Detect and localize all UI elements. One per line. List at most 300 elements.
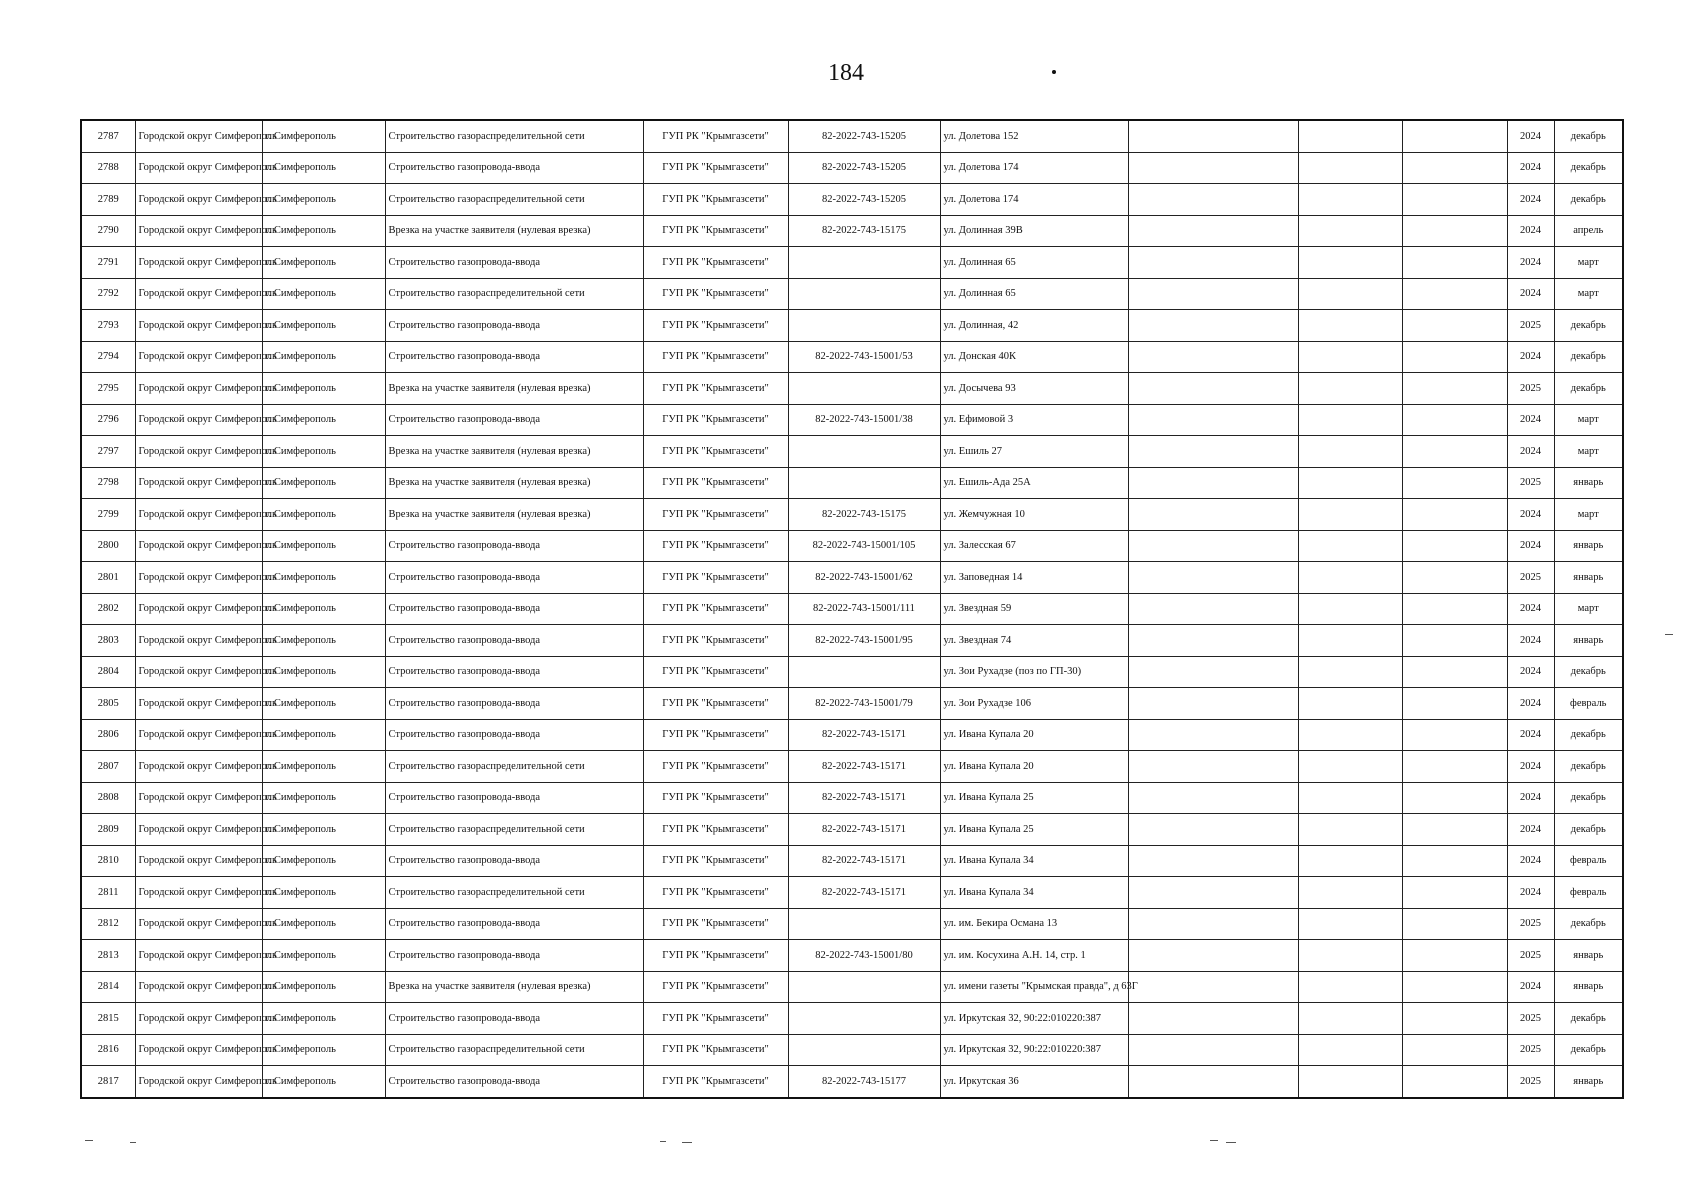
row-number: 2788 [81,152,135,184]
year-cell: 2024 [1507,814,1554,846]
district-cell: Городской округ Симферополь [135,814,262,846]
work-type-cell: Строительство газораспределительной сети [385,278,643,310]
organization-cell: ГУП РК "Крымгазсети" [643,908,788,940]
register-rows [81,120,1623,1098]
code-cell: 82-2022-743-15001/95 [788,625,940,657]
empty-cell [1298,436,1402,468]
empty-cell [1128,310,1298,342]
address-cell: ул. Ефимовой 3 [940,404,1128,436]
address-cell: ул. Долинная 39В [940,215,1128,247]
code-cell: 82-2022-743-15001/79 [788,688,940,720]
table-row [81,215,1623,247]
row-number: 2793 [81,310,135,342]
organization-cell: ГУП РК "Крымгазсети" [643,751,788,783]
address-cell: ул. имени газеты "Крымская правда", д 63Г [940,971,1128,1003]
month-cell: март [1554,278,1623,310]
row-number: 2797 [81,436,135,468]
code-cell [788,1003,940,1035]
empty-cell [1128,215,1298,247]
code-cell: 82-2022-743-15171 [788,782,940,814]
district-cell: Городской округ Симферополь [135,278,262,310]
district-cell: Городской округ Симферополь [135,120,262,152]
address-cell: ул. им. Бекира Османа 13 [940,908,1128,940]
organization-cell: ГУП РК "Крымгазсети" [643,530,788,562]
city-cell: г. Симферополь [262,215,385,247]
year-cell: 2024 [1507,656,1554,688]
address-cell: ул. Ешиль-Ада 25А [940,467,1128,499]
table-row [81,845,1623,877]
year-cell: 2024 [1507,278,1554,310]
table-row [81,310,1623,342]
city-cell: г. Симферополь [262,247,385,279]
code-cell: 82-2022-743-15205 [788,120,940,152]
organization-cell: ГУП РК "Крымгазсети" [643,940,788,972]
work-type-cell: Строительство газопровода-ввода [385,845,643,877]
work-type-cell: Строительство газопровода-ввода [385,593,643,625]
work-type-cell: Строительство газопровода-ввода [385,940,643,972]
table-row [81,499,1623,531]
empty-cell [1402,247,1507,279]
district-cell: Городской округ Симферополь [135,908,262,940]
empty-cell [1298,341,1402,373]
code-cell: 82-2022-743-15171 [788,751,940,783]
work-type-cell: Врезка на участке заявителя (нулевая врезка) [385,971,643,1003]
organization-cell: ГУП РК "Крымгазсети" [643,1066,788,1098]
city-cell: г. Симферополь [262,625,385,657]
code-cell: 82-2022-743-15175 [788,215,940,247]
organization-cell: ГУП РК "Крымгазсети" [643,1003,788,1035]
register-table [80,119,1624,1099]
city-cell: г. Симферополь [262,467,385,499]
work-type-cell: Врезка на участке заявителя (нулевая врезка) [385,467,643,499]
city-cell: г. Симферополь [262,120,385,152]
empty-cell [1298,1066,1402,1098]
empty-cell [1298,562,1402,594]
table-row [81,436,1623,468]
organization-cell: ГУП РК "Крымгазсети" [643,845,788,877]
work-type-cell: Строительство газопровода-ввода [385,908,643,940]
empty-cell [1128,845,1298,877]
month-cell: март [1554,247,1623,279]
address-cell: ул. Залесская 67 [940,530,1128,562]
scan-mark [130,1142,136,1143]
empty-cell [1402,877,1507,909]
organization-cell: ГУП РК "Крымгазсети" [643,467,788,499]
work-type-cell: Строительство газораспределительной сети [385,877,643,909]
year-cell: 2025 [1507,562,1554,594]
empty-cell [1402,688,1507,720]
district-cell: Городской округ Симферополь [135,940,262,972]
empty-cell [1128,940,1298,972]
month-cell: декабрь [1554,814,1623,846]
table-row [81,184,1623,216]
empty-cell [1402,908,1507,940]
row-number: 2816 [81,1034,135,1066]
empty-cell [1298,845,1402,877]
row-number: 2803 [81,625,135,657]
empty-cell [1298,184,1402,216]
city-cell: г. Симферополь [262,373,385,405]
empty-cell [1128,782,1298,814]
district-cell: Городской округ Симферополь [135,467,262,499]
table-row [81,247,1623,279]
city-cell: г. Симферополь [262,184,385,216]
year-cell: 2024 [1507,152,1554,184]
district-cell: Городской округ Симферополь [135,593,262,625]
year-cell: 2024 [1507,845,1554,877]
district-cell: Городской округ Симферополь [135,310,262,342]
empty-cell [1402,310,1507,342]
district-cell: Городской округ Симферополь [135,152,262,184]
table-row [81,120,1623,152]
city-cell: г. Симферополь [262,1066,385,1098]
empty-cell [1128,499,1298,531]
address-cell: ул. Долинная 65 [940,278,1128,310]
month-cell: март [1554,593,1623,625]
work-type-cell: Врезка на участке заявителя (нулевая врезка) [385,215,643,247]
district-cell: Городской округ Симферополь [135,971,262,1003]
year-cell: 2025 [1507,1066,1554,1098]
district-cell: Городской округ Симферополь [135,373,262,405]
month-cell: февраль [1554,688,1623,720]
row-number: 2801 [81,562,135,594]
scan-mark [85,1140,93,1141]
organization-cell: ГУП РК "Крымгазсети" [643,877,788,909]
address-cell: ул. Донская 40К [940,341,1128,373]
district-cell: Городской округ Симферополь [135,436,262,468]
table-row [81,562,1623,594]
month-cell: декабрь [1554,310,1623,342]
address-cell: ул. Долетова 174 [940,184,1128,216]
work-type-cell: Строительство газопровода-ввода [385,341,643,373]
empty-cell [1128,120,1298,152]
month-cell: январь [1554,467,1623,499]
row-number: 2817 [81,1066,135,1098]
empty-cell [1128,404,1298,436]
scan-mark [1665,634,1673,635]
scan-dot [1052,70,1056,74]
district-cell: Городской округ Симферополь [135,688,262,720]
address-cell: ул. Звездная 74 [940,625,1128,657]
row-number: 2794 [81,341,135,373]
empty-cell [1402,1034,1507,1066]
work-type-cell: Строительство газораспределительной сети [385,1034,643,1066]
district-cell: Городской округ Симферополь [135,562,262,594]
address-cell: ул. Ивана Купала 34 [940,877,1128,909]
city-cell: г. Симферополь [262,404,385,436]
work-type-cell: Строительство газопровода-ввода [385,562,643,594]
work-type-cell: Строительство газопровода-ввода [385,1003,643,1035]
empty-cell [1128,751,1298,783]
empty-cell [1402,593,1507,625]
row-number: 2798 [81,467,135,499]
address-cell: ул. Иркутская 32, 90:22:010220:387 [940,1003,1128,1035]
month-cell: декабрь [1554,184,1623,216]
empty-cell [1128,1034,1298,1066]
month-cell: декабрь [1554,152,1623,184]
district-cell: Городской округ Симферополь [135,656,262,688]
work-type-cell: Строительство газопровода-ввода [385,404,643,436]
empty-cell [1298,782,1402,814]
code-cell [788,908,940,940]
code-cell: 82-2022-743-15171 [788,877,940,909]
address-cell: ул. Долетова 152 [940,120,1128,152]
empty-cell [1298,120,1402,152]
city-cell: г. Симферополь [262,593,385,625]
empty-cell [1298,688,1402,720]
code-cell [788,971,940,1003]
page-number: 184 [828,60,864,86]
year-cell: 2025 [1507,940,1554,972]
address-cell: ул. Ивана Купала 25 [940,782,1128,814]
empty-cell [1128,152,1298,184]
work-type-cell: Строительство газораспределительной сети [385,751,643,783]
code-cell: 82-2022-743-15001/38 [788,404,940,436]
year-cell: 2024 [1507,530,1554,562]
address-cell: ул. Ивана Купала 20 [940,751,1128,783]
city-cell: г. Симферополь [262,1034,385,1066]
organization-cell: ГУП РК "Крымгазсети" [643,688,788,720]
month-cell: февраль [1554,845,1623,877]
work-type-cell: Строительство газопровода-ввода [385,782,643,814]
code-cell: 82-2022-743-15171 [788,719,940,751]
table-row [81,625,1623,657]
empty-cell [1128,1066,1298,1098]
city-cell: г. Симферополь [262,656,385,688]
code-cell: 82-2022-743-15001/53 [788,341,940,373]
empty-cell [1298,593,1402,625]
city-cell: г. Симферополь [262,278,385,310]
row-number: 2799 [81,499,135,531]
empty-cell [1298,971,1402,1003]
work-type-cell: Строительство газопровода-ввода [385,247,643,279]
organization-cell: ГУП РК "Крымгазсети" [643,404,788,436]
empty-cell [1298,215,1402,247]
organization-cell: ГУП РК "Крымгазсети" [643,499,788,531]
year-cell: 2024 [1507,782,1554,814]
district-cell: Городской округ Симферополь [135,341,262,373]
work-type-cell: Строительство газораспределительной сети [385,120,643,152]
code-cell: 82-2022-743-15001/62 [788,562,940,594]
district-cell: Городской округ Симферополь [135,1034,262,1066]
address-cell: ул. Ивана Купала 25 [940,814,1128,846]
empty-cell [1402,499,1507,531]
work-type-cell: Строительство газораспределительной сети [385,814,643,846]
month-cell: январь [1554,562,1623,594]
empty-cell [1298,908,1402,940]
empty-cell [1128,247,1298,279]
empty-cell [1298,625,1402,657]
table-row [81,940,1623,972]
row-number: 2802 [81,593,135,625]
code-cell: 82-2022-743-15001/111 [788,593,940,625]
work-type-cell: Врезка на участке заявителя (нулевая врезка) [385,436,643,468]
code-cell [788,656,940,688]
work-type-cell: Строительство газопровода-ввода [385,530,643,562]
work-type-cell: Строительство газопровода-ввода [385,688,643,720]
empty-cell [1298,530,1402,562]
year-cell: 2024 [1507,971,1554,1003]
work-type-cell: Врезка на участке заявителя (нулевая врезка) [385,373,643,405]
empty-cell [1298,940,1402,972]
code-cell: 82-2022-743-15001/80 [788,940,940,972]
organization-cell: ГУП РК "Крымгазсети" [643,341,788,373]
table-row [81,1066,1623,1098]
table-row [81,593,1623,625]
work-type-cell: Строительство газопровода-ввода [385,310,643,342]
table-row [81,719,1623,751]
empty-cell [1298,719,1402,751]
row-number: 2796 [81,404,135,436]
year-cell: 2024 [1507,215,1554,247]
organization-cell: ГУП РК "Крымгазсети" [643,184,788,216]
table-row [81,404,1623,436]
address-cell: ул. Ивана Купала 34 [940,845,1128,877]
year-cell: 2024 [1507,877,1554,909]
organization-cell: ГУП РК "Крымгазсети" [643,120,788,152]
month-cell: декабрь [1554,373,1623,405]
month-cell: декабрь [1554,908,1623,940]
row-number: 2812 [81,908,135,940]
address-cell: ул. Ивана Купала 20 [940,719,1128,751]
city-cell: г. Симферополь [262,751,385,783]
row-number: 2807 [81,751,135,783]
work-type-cell: Строительство газопровода-ввода [385,1066,643,1098]
empty-cell [1402,562,1507,594]
empty-cell [1402,1003,1507,1035]
organization-cell: ГУП РК "Крымгазсети" [643,625,788,657]
empty-cell [1298,467,1402,499]
table-row [81,782,1623,814]
organization-cell: ГУП РК "Крымгазсети" [643,247,788,279]
table-row [81,1034,1623,1066]
organization-cell: ГУП РК "Крымгазсети" [643,152,788,184]
empty-cell [1128,688,1298,720]
row-number: 2792 [81,278,135,310]
empty-cell [1402,184,1507,216]
city-cell: г. Симферополь [262,1003,385,1035]
empty-cell [1402,656,1507,688]
row-number: 2789 [81,184,135,216]
month-cell: декабрь [1554,341,1623,373]
city-cell: г. Симферополь [262,971,385,1003]
city-cell: г. Симферополь [262,940,385,972]
organization-cell: ГУП РК "Крымгазсети" [643,814,788,846]
city-cell: г. Симферополь [262,341,385,373]
empty-cell [1128,530,1298,562]
address-cell: ул. Иркутская 36 [940,1066,1128,1098]
empty-cell [1298,814,1402,846]
empty-cell [1402,215,1507,247]
year-cell: 2024 [1507,688,1554,720]
scan-mark [1226,1142,1236,1143]
table-row [81,908,1623,940]
empty-cell [1402,719,1507,751]
code-cell [788,373,940,405]
city-cell: г. Симферополь [262,814,385,846]
year-cell: 2024 [1507,719,1554,751]
empty-cell [1128,877,1298,909]
empty-cell [1402,341,1507,373]
address-cell: ул. Зои Рухадзе (поз по ГП-30) [940,656,1128,688]
code-cell: 82-2022-743-15175 [788,499,940,531]
row-number: 2809 [81,814,135,846]
empty-cell [1402,782,1507,814]
year-cell: 2024 [1507,625,1554,657]
district-cell: Городской округ Симферополь [135,625,262,657]
empty-cell [1402,404,1507,436]
year-cell: 2025 [1507,1003,1554,1035]
row-number: 2787 [81,120,135,152]
month-cell: апрель [1554,215,1623,247]
district-cell: Городской округ Симферополь [135,530,262,562]
month-cell: декабрь [1554,782,1623,814]
year-cell: 2024 [1507,499,1554,531]
year-cell: 2025 [1507,310,1554,342]
empty-cell [1128,656,1298,688]
district-cell: Городской округ Симферополь [135,184,262,216]
empty-cell [1128,593,1298,625]
empty-cell [1402,120,1507,152]
city-cell: г. Симферополь [262,436,385,468]
district-cell: Городской округ Симферополь [135,782,262,814]
address-cell: ул. Жемчужная 10 [940,499,1128,531]
empty-cell [1128,814,1298,846]
city-cell: г. Симферополь [262,908,385,940]
table-row [81,751,1623,783]
year-cell: 2024 [1507,120,1554,152]
empty-cell [1402,845,1507,877]
empty-cell [1128,341,1298,373]
row-number: 2795 [81,373,135,405]
work-type-cell: Строительство газопровода-ввода [385,719,643,751]
organization-cell: ГУП РК "Крымгазсети" [643,782,788,814]
address-cell: ул. Долетова 174 [940,152,1128,184]
organization-cell: ГУП РК "Крымгазсети" [643,278,788,310]
city-cell: г. Симферополь [262,688,385,720]
table-row [81,152,1623,184]
empty-cell [1128,436,1298,468]
scan-mark [682,1142,692,1143]
empty-cell [1402,467,1507,499]
district-cell: Городской округ Симферополь [135,1003,262,1035]
row-number: 2806 [81,719,135,751]
empty-cell [1402,625,1507,657]
district-cell: Городской округ Симферополь [135,845,262,877]
city-cell: г. Симферополь [262,152,385,184]
address-cell: ул. Зои Рухадзе 106 [940,688,1128,720]
empty-cell [1128,1003,1298,1035]
table-row [81,877,1623,909]
code-cell: 82-2022-743-15205 [788,152,940,184]
month-cell: март [1554,499,1623,531]
address-cell: ул. Ешиль 27 [940,436,1128,468]
address-cell: ул. Долинная, 42 [940,310,1128,342]
empty-cell [1402,373,1507,405]
code-cell [788,436,940,468]
table-row [81,278,1623,310]
empty-cell [1298,152,1402,184]
month-cell: март [1554,404,1623,436]
city-cell: г. Симферополь [262,499,385,531]
month-cell: декабрь [1554,719,1623,751]
work-type-cell: Строительство газораспределительной сети [385,184,643,216]
work-type-cell: Строительство газопровода-ввода [385,625,643,657]
empty-cell [1298,656,1402,688]
row-number: 2814 [81,971,135,1003]
table-row [81,814,1623,846]
organization-cell: ГУП РК "Крымгазсети" [643,436,788,468]
